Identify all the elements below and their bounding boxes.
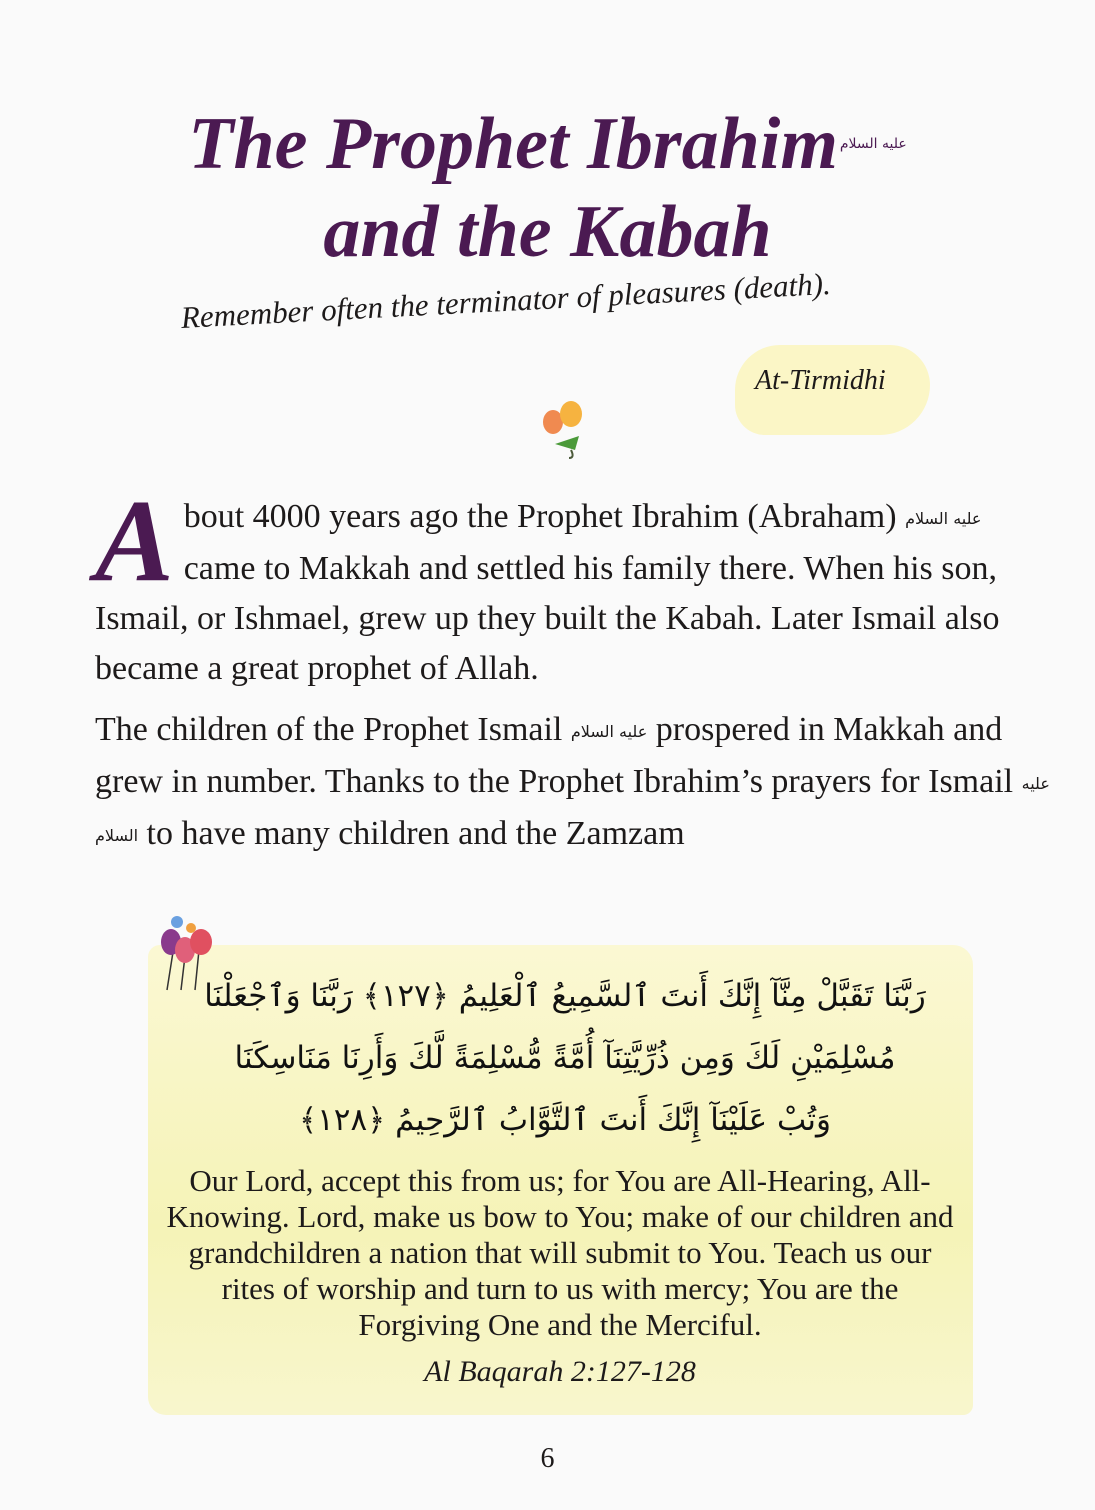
paragraph-2: [95, 705, 1055, 862]
verse-translation: Our Lord, accept this from us; for You are All-Hearing, All-Knowing. Lord, make us bow to You; make of our children and grandchildren a nation that will submit to You. Teach us our rites of worship and turn to us with mercy; You are the Forgiving One and the Merciful.: [166, 1163, 954, 1342]
title-text: The Prophet Ibrahim: [188, 103, 838, 185]
quote-source: At-Tirmidhi: [755, 365, 886, 396]
arabic-line-1: رَبَّنَا تَقَبَّلْ مِنَّآ إِنَّكَ أَنتَ ٱلسَّمِيعُ ٱلْعَلِيمُ ﴿١٢٧﴾ رَبَّنَا وَٱجْعَلْنَا: [204, 978, 926, 1014]
paragraph-text: prospered in Makkah and grew in number. Thanks to the Prophet Ibrahim’s prayers for Ismail: [95, 711, 1022, 801]
honorific-mark: عليه السلام: [905, 509, 982, 529]
arabic-verse: [190, 965, 940, 1151]
verse-reference: Al Baqarah 2:127-128: [424, 1355, 696, 1388]
paragraph-text: came to Makkah and settled his family there. When his son, Ismail, or Ishmael, grew up they built the Kabah. Later Ismail also became a great prophet of Allah.: [95, 550, 1000, 688]
drop-cap: A: [95, 475, 174, 606]
page-title-line-2: and the Kabah: [323, 191, 772, 273]
honorific-mark: عليه السلام: [839, 136, 907, 152]
page-title-line-1: [0, 100, 1095, 188]
arabic-line-2: مُسْلِمَيْنِ لَكَ وَمِن ذُرِّيَّتِنَآ أُمَّةً مُّسْلِمَةً لَّكَ وَأَرِنَا مَنَاسِكَنَا: [234, 1040, 896, 1076]
flower-ornament-icon: [535, 400, 595, 460]
paragraph-text: The children of the Prophet Ismail: [95, 711, 571, 748]
hadith-quote: Remember often the terminator of pleasures (death).: [180, 265, 832, 335]
paragraph-text: to have many children and the Zamzam: [138, 815, 685, 853]
honorific-mark: عليه السلام: [95, 774, 1050, 846]
page-number: 6: [540, 1443, 555, 1474]
paragraph-1: [95, 475, 1055, 694]
arabic-line-3: وَتُبْ عَلَيْنَآ إِنَّكَ أَنتَ ٱلتَّوَّابُ ٱلرَّحِيمُ ﴿١٢٨﴾: [298, 1102, 832, 1138]
honorific-mark: عليه السلام: [570, 722, 648, 742]
paragraph-text: bout 4000 years ago the Prophet Ibrahim (Abraham): [183, 498, 906, 535]
